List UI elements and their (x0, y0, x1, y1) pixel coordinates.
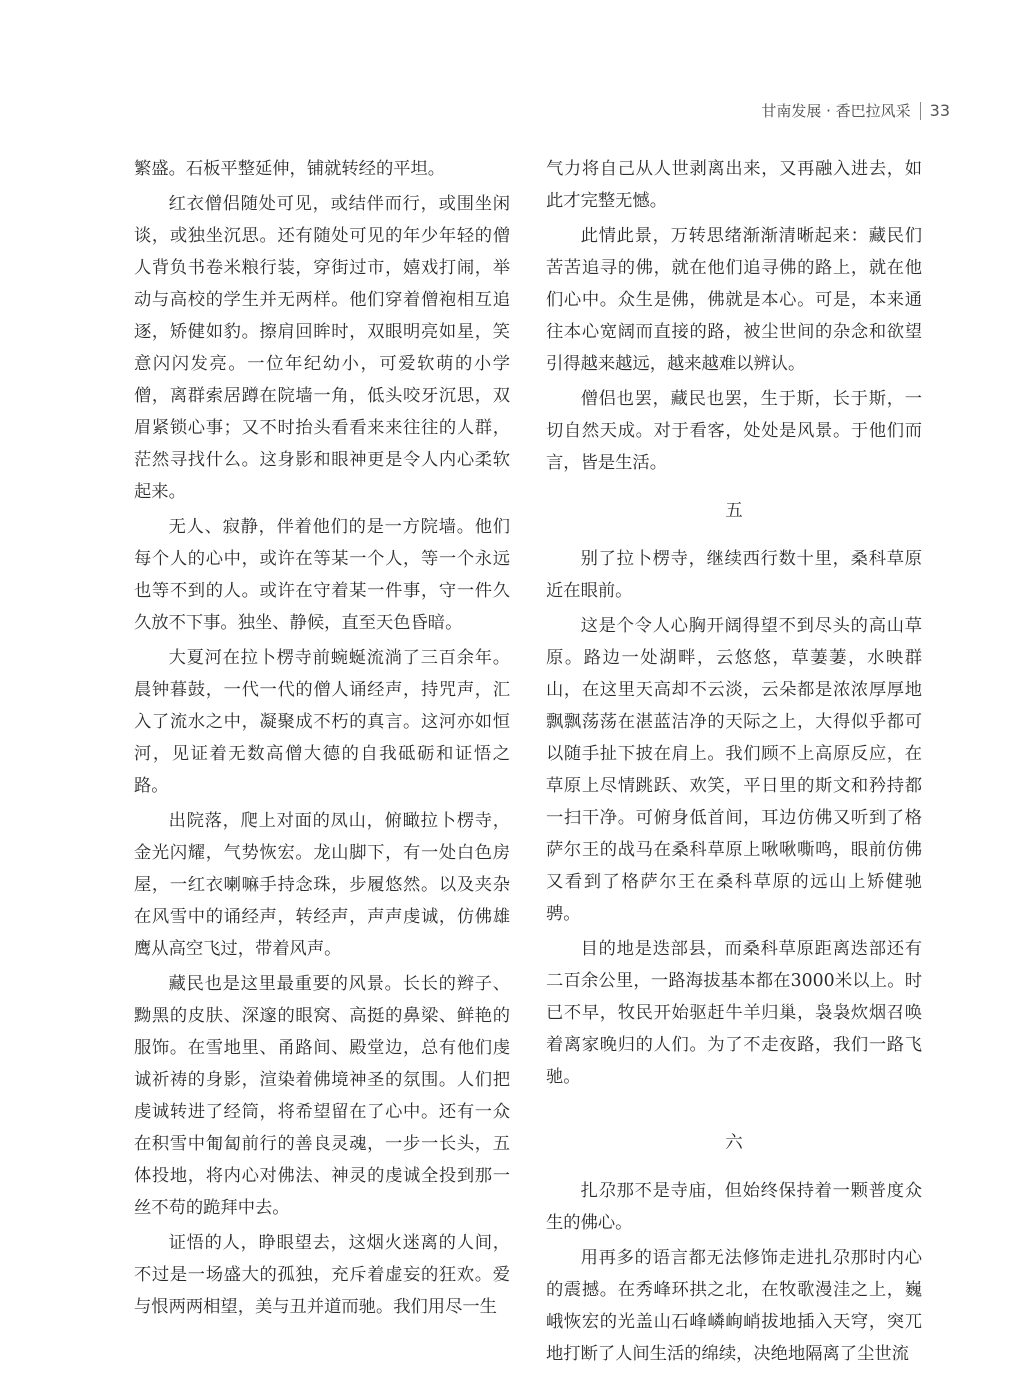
paragraph: 无人、寂静，伴着他们的是一方院墙。他们每个人的心中，或许在等某一个人，等一个永远也等不到的人。或许在守着某一件事，守一件久久放不下事。独坐、静候，直至天色昏暗。 (134, 517, 510, 633)
paragraph: 别了拉卜楞寺，继续西行数十里，桑科草原近在眼前。 (546, 549, 922, 601)
paragraph: 红衣僧侣随处可见，或结伴而行，或围坐闲谈，或独坐沉思。还有随处可见的年少年轻的僧人背负书卷米粮行装，穿街过市，嬉戏打闹，举动与高校的学生并无两样。他们穿着僧袍相互追逐，矫健如豹。擦肩回眸时，双眼明亮如星，笑意闪闪发亮。一位年纪幼小，可爱软萌的小学僧，离群索居蹲在院墙一角，低头咬牙沉思，双眉紧锁心事；又不时抬头看看来来往往的人群，茫然寻找什么。这身影和眼神更是令人内心柔软起来。 (134, 194, 510, 502)
paragraph: 这是个令人心胸开阔得望不到尽头的高山草原。路边一处湖畔，云悠悠，草萋萋，水映群山，在这里天高却不云淡，云朵都是浓浓厚厚地飘飘荡荡在湛蓝洁净的天际之上，大得似乎都可以随手扯下披在肩上。我们顾不上高原反应，在草原上尽情跳跃、欢笑，平日里的斯文和矜持都一扫干净。可俯身低首间，耳边仿佛又听到了格萨尔王的战马在桑科草原上啾啾嘶鸣，眼前仿佛又看到了格萨尔王在桑科草原的远山上矫健驰骋。 (546, 616, 922, 924)
header-title: 甘南发展 · 香巴拉风采 (761, 102, 911, 120)
page-number: 33 (929, 101, 950, 120)
paragraph: 气力将自己从人世剥离出来，又再融入进去，如此才完整无憾。 (546, 159, 922, 211)
right-column (546, 153, 922, 1373)
header-divider (920, 102, 921, 120)
paragraph: 用再多的语言都无法修饰走进扎尕那时内心的震撼。在秀峰环拱之北，在牧歌漫洼之上，巍峨恢宏的光盖山石峰嶙峋峭拔地插入天穹，突兀地打断了人间生活的绵续，决绝地隔离了尘世流 (546, 1248, 922, 1364)
section-heading-6: 六 (725, 1133, 743, 1153)
paragraph: 此情此景，万转思绪渐渐清晰起来：藏民们苦苦追寻的佛，就在他们追寻佛的路上，就在他们心中。众生是佛，佛就是本心。可是，本来通往本心宽阔而直接的路，被尘世间的杂念和欲望引得越来越远，越来越难以辨认。 (546, 226, 922, 374)
paragraph: 证悟的人，睁眼望去，这烟火迷离的人间，不过是一场盛大的孤独，充斥着虚妄的狂欢。爱与恨两两相望，美与丑并道而驰。我们用尽一生 (134, 1233, 510, 1317)
left-column (134, 153, 510, 1326)
paragraph: 繁盛。石板平整延伸，铺就转经的平坦。 (134, 159, 446, 179)
paragraph: 扎尕那不是寺庙，但始终保持着一颗普度众生的佛心。 (546, 1181, 922, 1233)
paragraph: 僧侣也罢，藏民也罢，生于斯，长于斯，一切自然天成。对于看客，处处是风景。于他们而言，皆是生活。 (546, 389, 922, 473)
section-heading-5: 五 (725, 501, 743, 521)
paragraph: 藏民也是这里最重要的风景。长长的辫子、黝黑的皮肤、深邃的眼窝、高挺的鼻梁、鲜艳的服饰。在雪地里、甬路间、殿堂边，总有他们虔诚祈祷的身影，渲染着佛境神圣的氛围。人们把虔诚转进了经筒，将希望留在了心中。还有一众在积雪中匍匐前行的善良灵魂，一步一长头，五体投地，将内心对佛法、神灵的虔诚全投到那一丝不苟的跪拜中去。 (134, 974, 510, 1218)
running-header (761, 100, 950, 121)
paragraph: 出院落，爬上对面的凤山，俯瞰拉卜楞寺，金光闪耀，气势恢宏。龙山脚下，有一处白色房屋，一红衣喇嘛手持念珠，步履悠然。以及夹杂在风雪中的诵经声，转经声，声声虔诚，仿佛雄鹰从高空飞过，带着风声。 (134, 811, 510, 959)
paragraph: 目的地是迭部县，而桑科草原距离迭部还有二百余公里，一路海拔基本都在3000米以上。时已不早，牧民开始驱赶牛羊归巢，袅袅炊烟召唤着离家晚归的人们。为了不走夜路，我们一路飞驰。 (546, 939, 922, 1087)
paragraph: 大夏河在拉卜楞寺前蜿蜒流淌了三百余年。晨钟暮鼓，一代一代的僧人诵经声，持咒声，汇入了流水之中，凝聚成不朽的真言。这河亦如恒河，见证着无数高僧大德的自我砥砺和证悟之路。 (134, 648, 510, 796)
